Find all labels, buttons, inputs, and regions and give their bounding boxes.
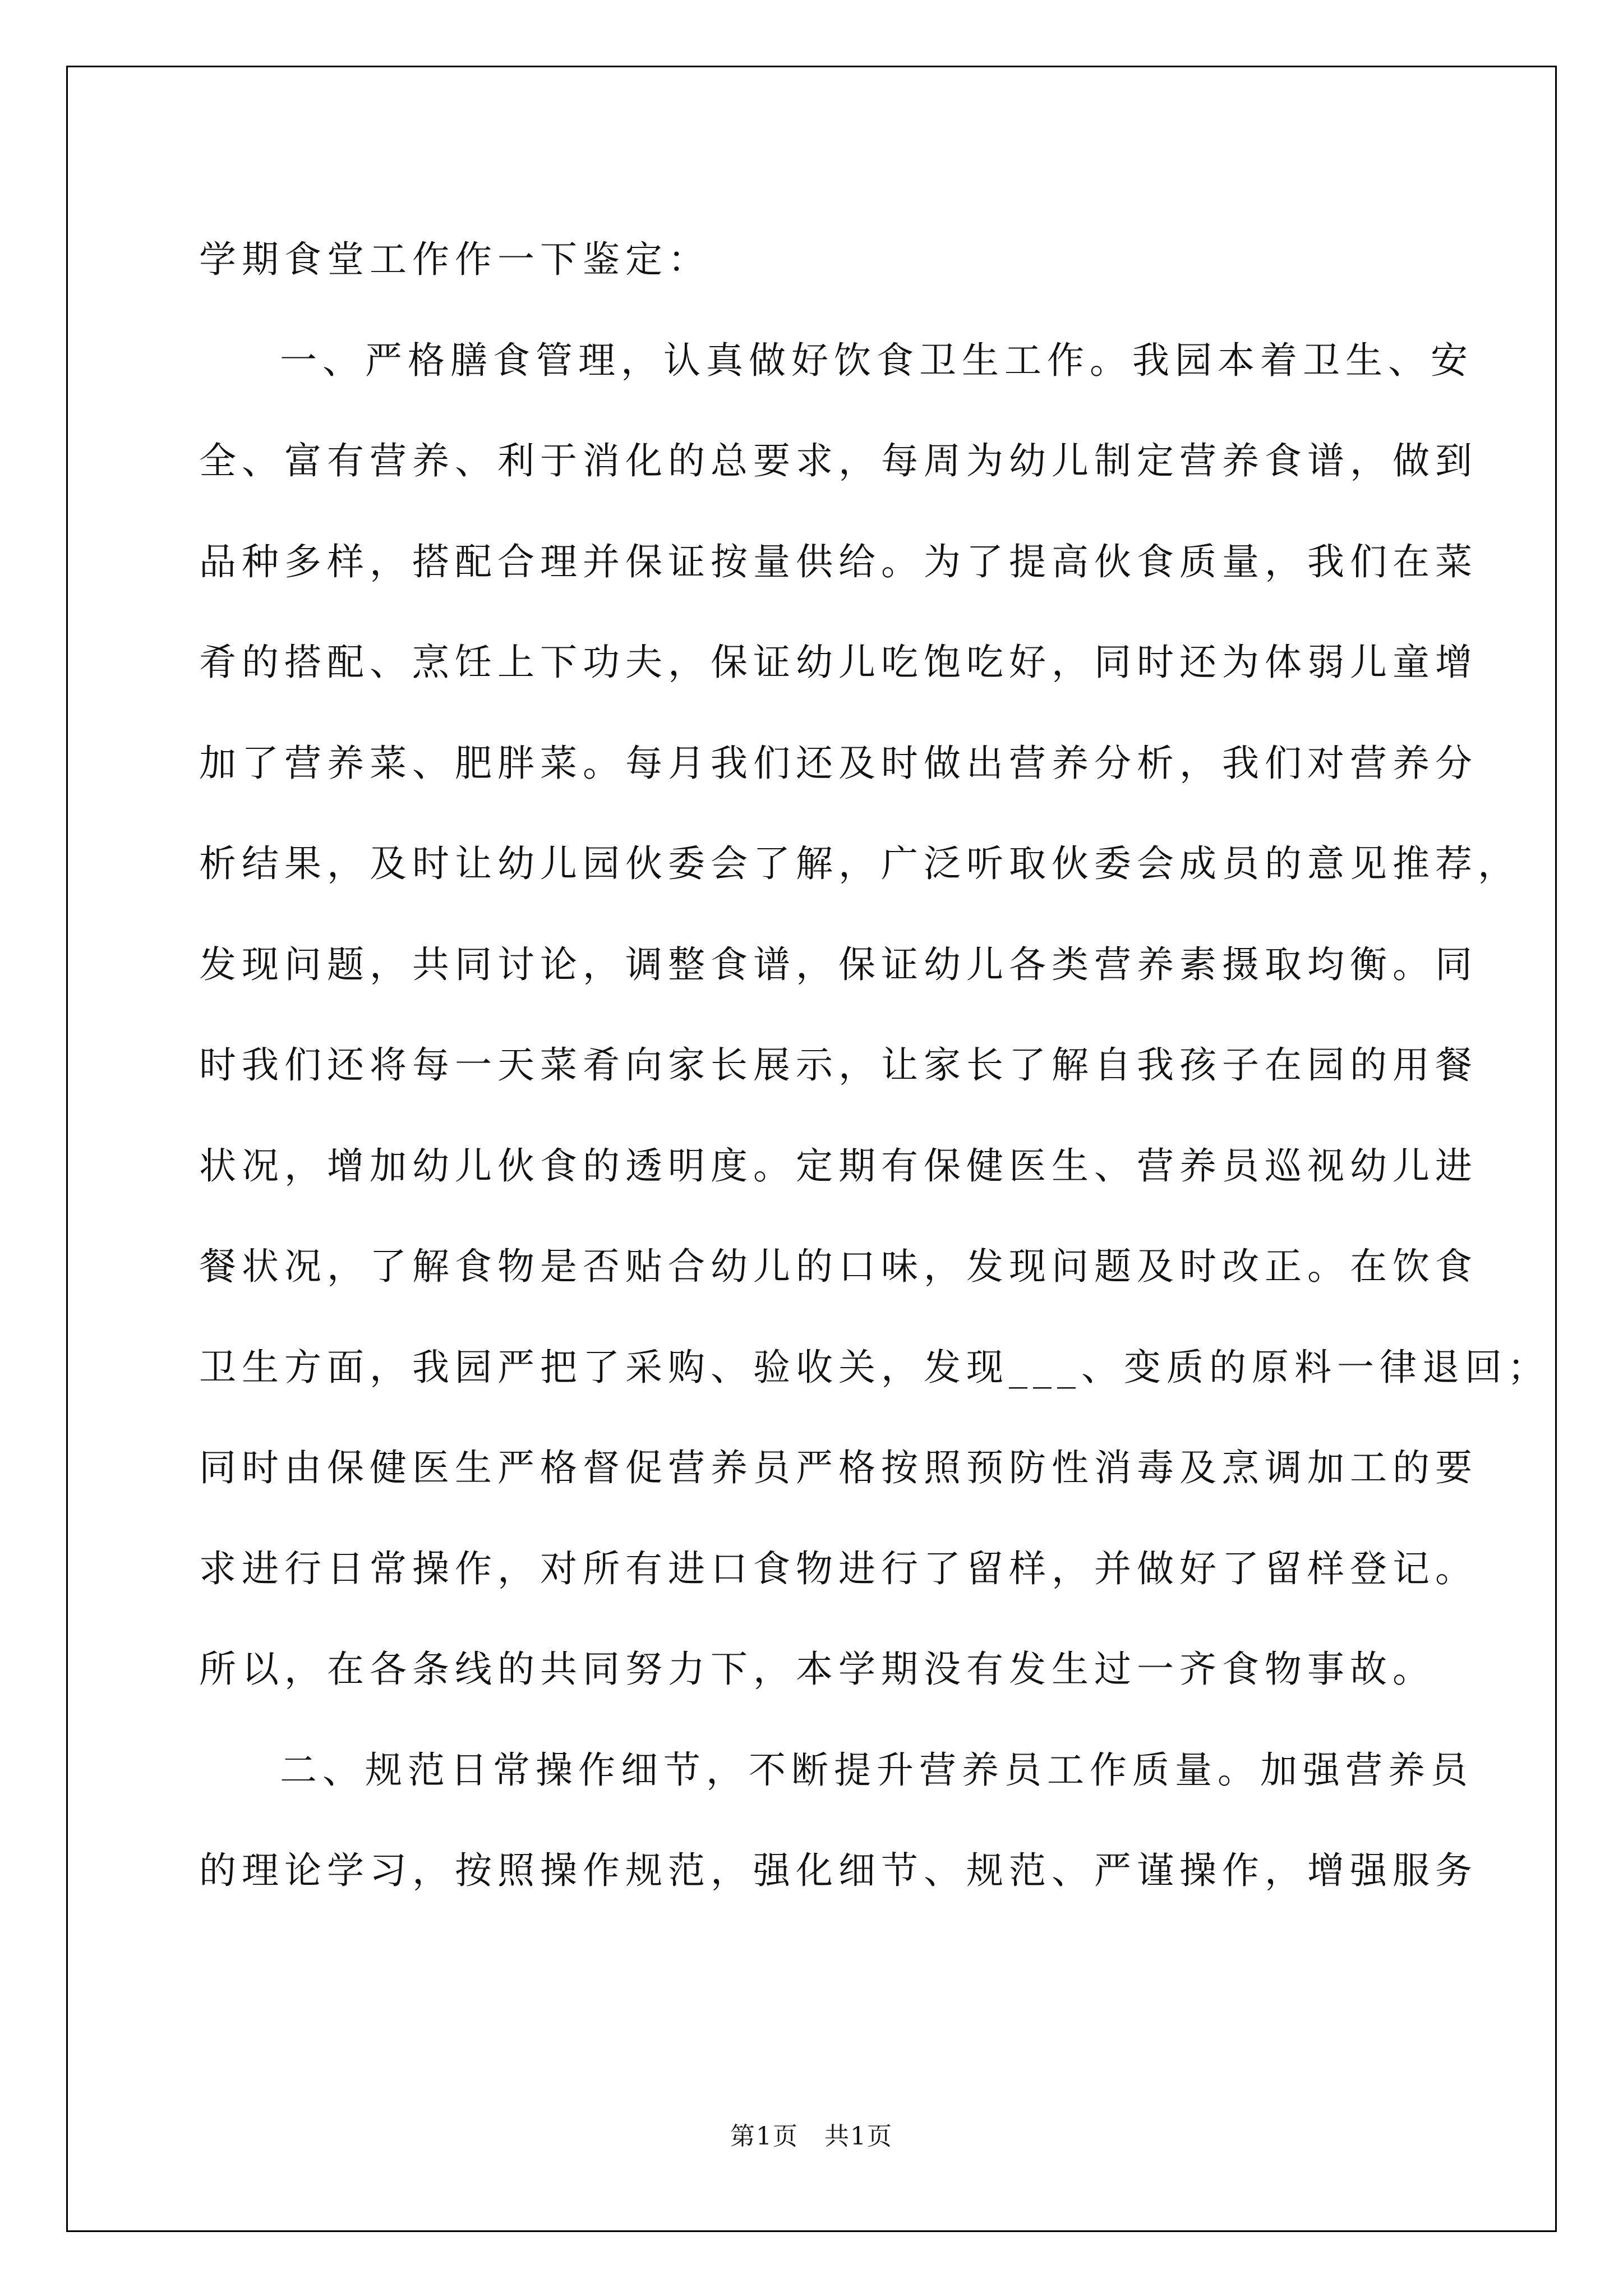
text-line: 时我们还将每一天菜肴向家长展示，让家长了解自我孩子在园的用餐 xyxy=(199,1043,1478,1087)
paragraph-1-last-line: 所以，在各条线的共同努力下，本学期没有发生过一齐食物事故。 xyxy=(199,1648,1435,1691)
text-line: 析结果，及时让幼儿园伙委会了解，广泛听取伙委会成员的意见推荐， xyxy=(199,842,1520,885)
page-number: 第1页 xyxy=(730,2122,799,2151)
text-line: 全、富有营养、利于消化的总要求，每周为幼儿制定营养食谱，做到 xyxy=(199,439,1478,482)
paragraph-1-first-line: 一、严格膳食管理，认真做好饮食卫生工作。我园本着卫生、安 xyxy=(280,339,1473,382)
page-total: 共1页 xyxy=(824,2122,893,2151)
text-line: 发现问题，共同讨论，调整食谱，保证幼儿各类营养素摄取均衡。同 xyxy=(199,943,1478,986)
text-line: 餐状况，了解食物是否贴合幼儿的口味，发现问题及时改正。在饮食 xyxy=(199,1245,1478,1288)
paragraph-2-first-line: 二、规范日常操作细节，不断提升营养员工作质量。加强营养员 xyxy=(280,1749,1473,1792)
text-line: 的理论学习，按照操作规范，强化细节、规范、严谨操作，增强服务 xyxy=(199,1849,1478,1892)
text-line: 学期食堂工作作一下鉴定： xyxy=(199,238,711,281)
text-line: 品种多样，搭配合理并保证按量供给。为了提高伙食质量，我们在菜 xyxy=(199,540,1478,583)
text-line: 肴的搭配、烹饪上下功夫，保证幼儿吃饱吃好，同时还为体弱儿童增 xyxy=(199,641,1478,684)
text-line: 求进行日常操作，对所有进口食物进行了留样，并做好了留样登记。 xyxy=(199,1547,1478,1590)
text-line: 状况，增加幼儿伙食的透明度。定期有保健医生、营养员巡视幼儿进 xyxy=(199,1144,1478,1188)
text-line: 同时由保健医生严格督促营养员严格按照预防性消毒及烹调加工的要 xyxy=(199,1446,1478,1489)
text-line: 加了营养菜、肥胖菜。每月我们还及时做出营养分析，我们对营养分 xyxy=(199,742,1478,785)
page-footer xyxy=(0,2116,1623,2152)
text-line: 卫生方面，我园严把了采购、验收关，发现___、变质的原料一律退回； xyxy=(199,1346,1550,1389)
